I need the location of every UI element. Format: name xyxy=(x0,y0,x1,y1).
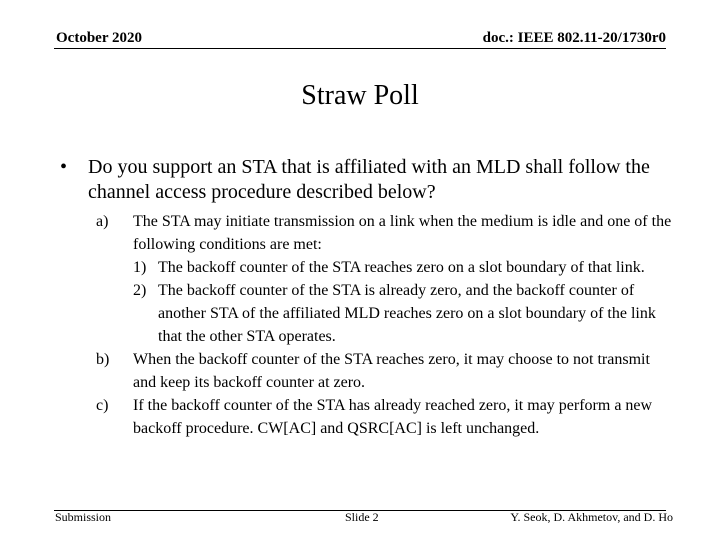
list-item-b xyxy=(96,348,676,394)
bullet-icon: • xyxy=(60,156,68,178)
item-label: c) xyxy=(96,397,109,414)
header-doc-id: doc.: IEEE 802.11-20/1730r0 xyxy=(482,30,666,46)
header-divider xyxy=(54,48,666,49)
sub-item-text: The backoff counter of the STA is already zero, and the backoff counter of another STA of the affiliated MLD reaches zero on a slot boundary of the link that the other STA operates. xyxy=(158,282,656,345)
list-item-a xyxy=(96,210,676,348)
sub-item-text: The backoff counter of the STA reaches zero on a slot boundary of that link. xyxy=(158,259,645,276)
sub-item-1 xyxy=(133,256,676,279)
item-text: If the backoff counter of the STA has already reached zero, it may perform a new backoff procedure. CW[AC] and QSRC[AC] is left unchanged. xyxy=(133,397,653,437)
item-label: a) xyxy=(96,213,109,230)
procedure-list xyxy=(96,210,676,440)
footer-slide-number: Slide 2 xyxy=(345,510,379,524)
header-date: October 2020 xyxy=(56,30,142,46)
item-text: When the backoff counter of the STA reaches zero, it may choose to not transmit and keep its backoff counter at zero. xyxy=(133,351,650,391)
slide-title: Straw Poll xyxy=(301,80,419,111)
sub-item-label: 1) xyxy=(133,259,147,276)
sub-item-2 xyxy=(133,279,676,348)
list-item-c xyxy=(96,394,676,440)
question-text: Do you support an STA that is affiliated with an MLD shall follow the channel access procedure described below? xyxy=(88,156,650,203)
item-text: The STA may initiate transmission on a link when the medium is idle and one of the following conditions are met: xyxy=(133,213,672,253)
item-label: b) xyxy=(96,351,110,368)
poll-question xyxy=(60,155,670,205)
footer-submission: Submission xyxy=(55,510,112,524)
footer-authors: Y. Seok, D. Akhmetov, and D. Ho xyxy=(510,510,673,524)
sub-item-label: 2) xyxy=(133,282,147,299)
